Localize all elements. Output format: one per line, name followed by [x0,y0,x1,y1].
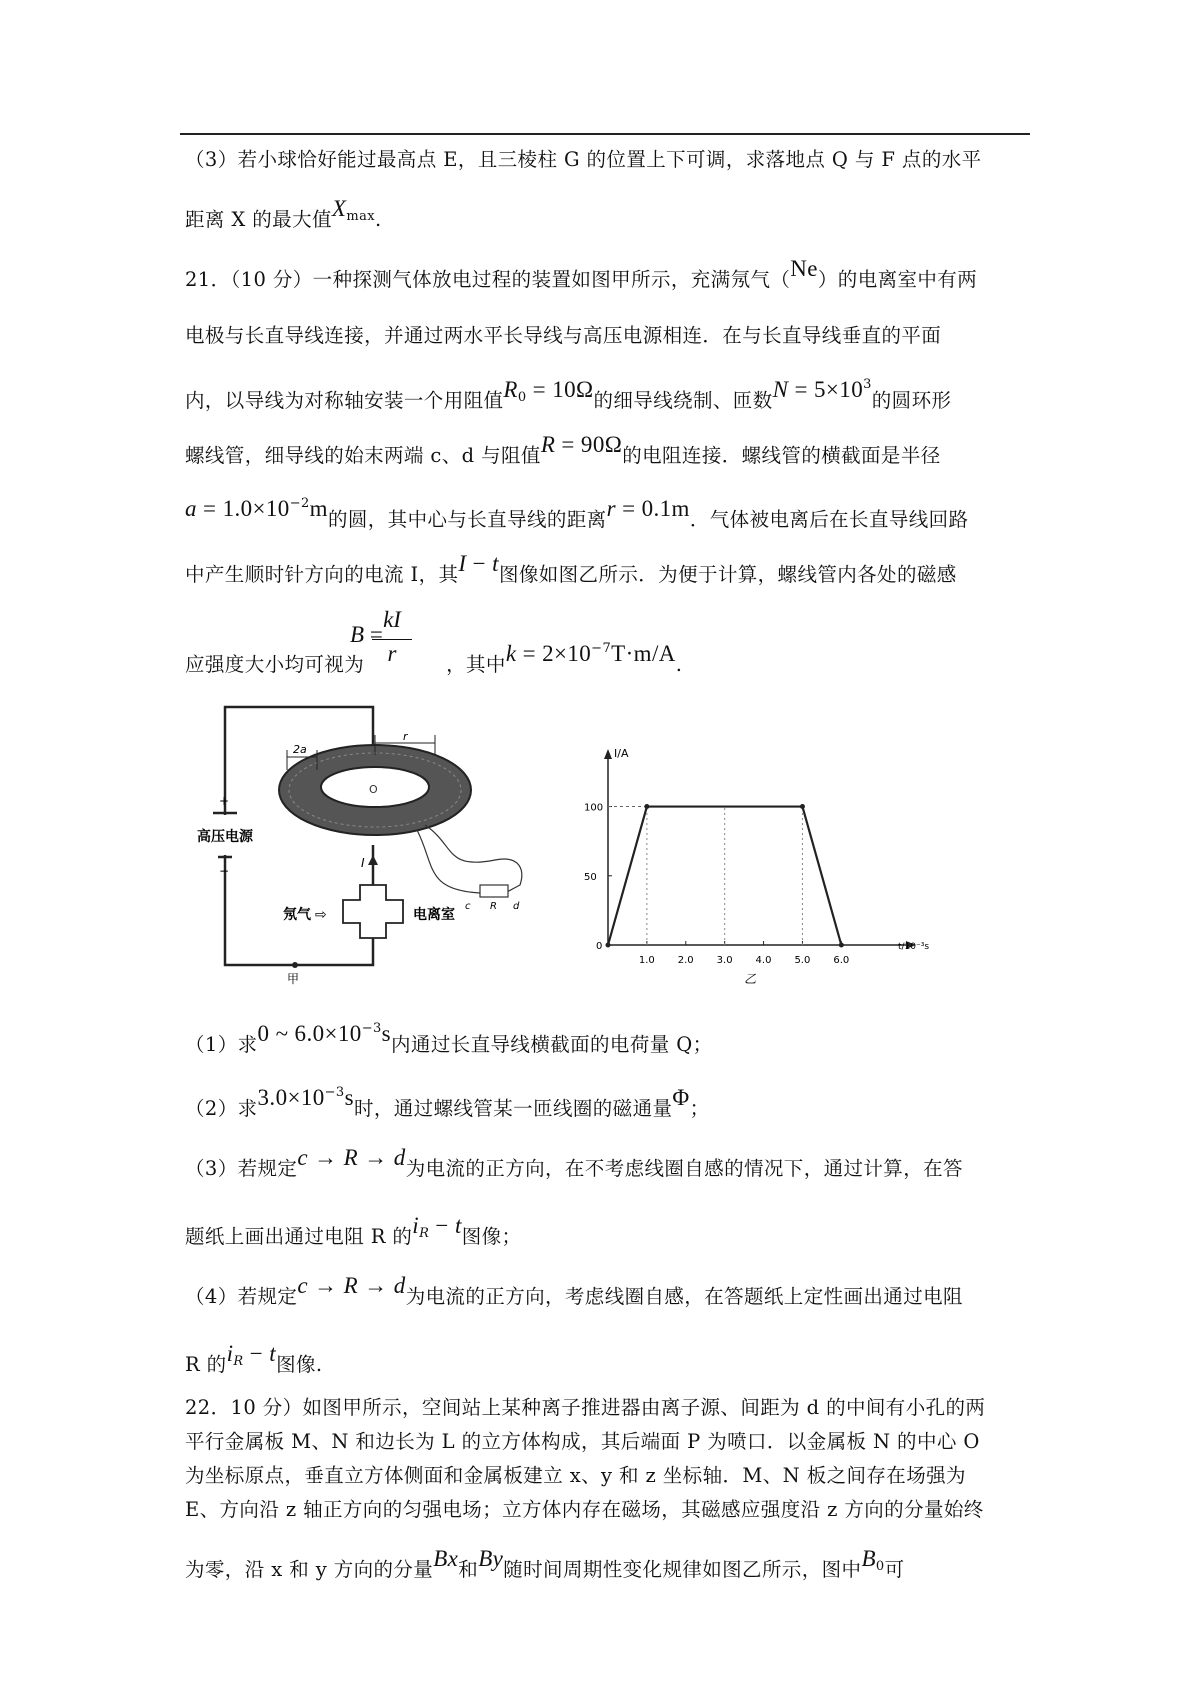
q21-sub3-line2: 题纸上画出通过电阻 R 的$i_R - t$图像； [185,1213,522,1248]
figure-caption-jia: 甲 [287,972,300,986]
plus-sign: + [219,794,230,808]
q22-line4: E、方向沿 z 轴正方向的匀强电场；立方体内存在磁场，其磁感应强度沿 z 方向的分量始终 [185,1498,984,1521]
q22-line3: 为坐标原点，垂直立方体侧面和金属板建立 x、y 和 z 坐标轴．M、N 板之间存在场强为 [185,1464,966,1487]
chart-caption: 乙 [744,972,757,986]
x-tick-label: 6.0 [833,955,850,966]
i-t-chart [580,745,930,986]
y-axis-arrow [604,749,612,759]
top-rule [180,133,1030,135]
q22-line1: 22．10 分）如图甲所示，空间站上某种离子推进器由离子源、间距为 d 的中间有小孔的两 [185,1396,986,1419]
y-tick-label: 100 [584,802,604,814]
q21-line1: 21．（10 分）一种探测气体放电过程的装置如图甲所示，充满氖气（Ne）的电离室中有两 [185,256,978,291]
q20-part3-line2: 距离 X 的最大值$X_{max}$. [185,196,382,231]
toroid-coil [279,745,471,835]
formula-b-lhs: B = [350,622,383,647]
y-tick-label: 50 [584,871,597,883]
lead-c-label: c [465,901,471,912]
two-a-label: 2a [293,743,307,756]
neon-arrow: ⇨ [315,907,327,923]
r-label: r [403,730,408,743]
q20-part3-line1: （3）若小球恰好能过最高点 E，且三棱柱 G 的位置上下可调，求落地点 Q 与 F 点的水平 [185,148,982,171]
x-tick-label: 5.0 [794,955,811,966]
ionization-chamber [283,885,455,938]
q21-line3: 内，以导线为对称轴安装一个用阻值$R_0 = 10\Omega$的细导线绕制、匝数$N = 5\times 10^3$的圆环形 [185,377,952,412]
q21-line2: 电极与长直导线连接，并通过两水平长导线与高压电源相连．在与长直导线垂直的平面 [185,324,942,347]
q21-sub4-line1: （4）若规定c → R → d为电流的正方向，考虑线圈自感，在答题纸上定性画出通过电阻 [185,1273,963,1308]
x-axis-label: t/10⁻³s [898,942,930,952]
junction-dot [292,962,298,968]
data-point [839,943,844,948]
power-supply [197,794,254,878]
minus-sign: − [219,864,230,878]
q21-sub1: （1）求0 ~ $6.0\times 10^{-3}s$内通过长直导线横截面的电荷量 Q； [185,1021,713,1056]
q21-sub3-line1: （3）若规定c → R → d为电流的正方向，在不考虑线圈自感的情况下，通过计算，在答 [185,1145,963,1180]
q21-line4: 螺线管，细导线的始末两端 c、d 与阻值R = 90Ω的电阻连接．螺线管的横截面是半径 [185,432,941,467]
center-label: O [369,783,378,796]
x-tick-label: 2.0 [677,955,694,966]
data-point [800,804,805,809]
x-tick-label: 4.0 [755,955,772,966]
data-point [644,804,649,809]
current-label: I [361,856,365,870]
q21-line7: 应强度大小均可视为 ，其中$k = 2\times 10^{-7}T\cdot m/A$. [185,641,683,676]
x-tick-label: 1.0 [638,955,655,966]
current-arrow [361,855,378,870]
q21-sub4-line2: R 的$i_R - t$图像. [185,1341,323,1376]
data-point [606,943,611,948]
neon-label: 氖气 [283,907,311,923]
fraction-bar [372,639,412,640]
resistor-label: R [490,901,497,912]
origin-label: 0 [596,941,603,952]
x-tick-label: 3.0 [716,955,733,966]
coil-leads [417,825,522,893]
lead-d-label: d [513,901,520,912]
figure-apparatus [195,695,575,985]
power-supply-label: 高压电源 [197,829,253,845]
q22-line2: 平行金属板 M、N 和边长为 L 的立方体构成，其后端面 P 为喷口．以金属板 N 的中心 O [185,1430,980,1453]
q22-line5: 为零，沿 x 和 y 方向的分量Bx和By随时间周期性变化规律如图乙所示，图中$B_0$可 [185,1546,905,1581]
fraction-denominator: r [387,641,397,666]
chamber-label: 电离室 [413,907,455,923]
y-axis-label: I/A [614,747,629,760]
q21-line5: $a = 1.0\times 10^{-2}m$的圆，其中心与长直导线的距离r = 0.1m．气体被电离后在长直导线回路 [185,496,969,531]
q21-sub2: （2）求$3.0\times 10^{-3}s$时，通过螺线管某一匝线圈的磁通量Φ； [185,1085,710,1120]
fraction-numerator: kI [383,607,401,632]
q21-line6: 中产生顺时针方向的电流 I，其I − t图像如图乙所示．为便于计算，螺线管内各处的磁感 [185,551,957,586]
